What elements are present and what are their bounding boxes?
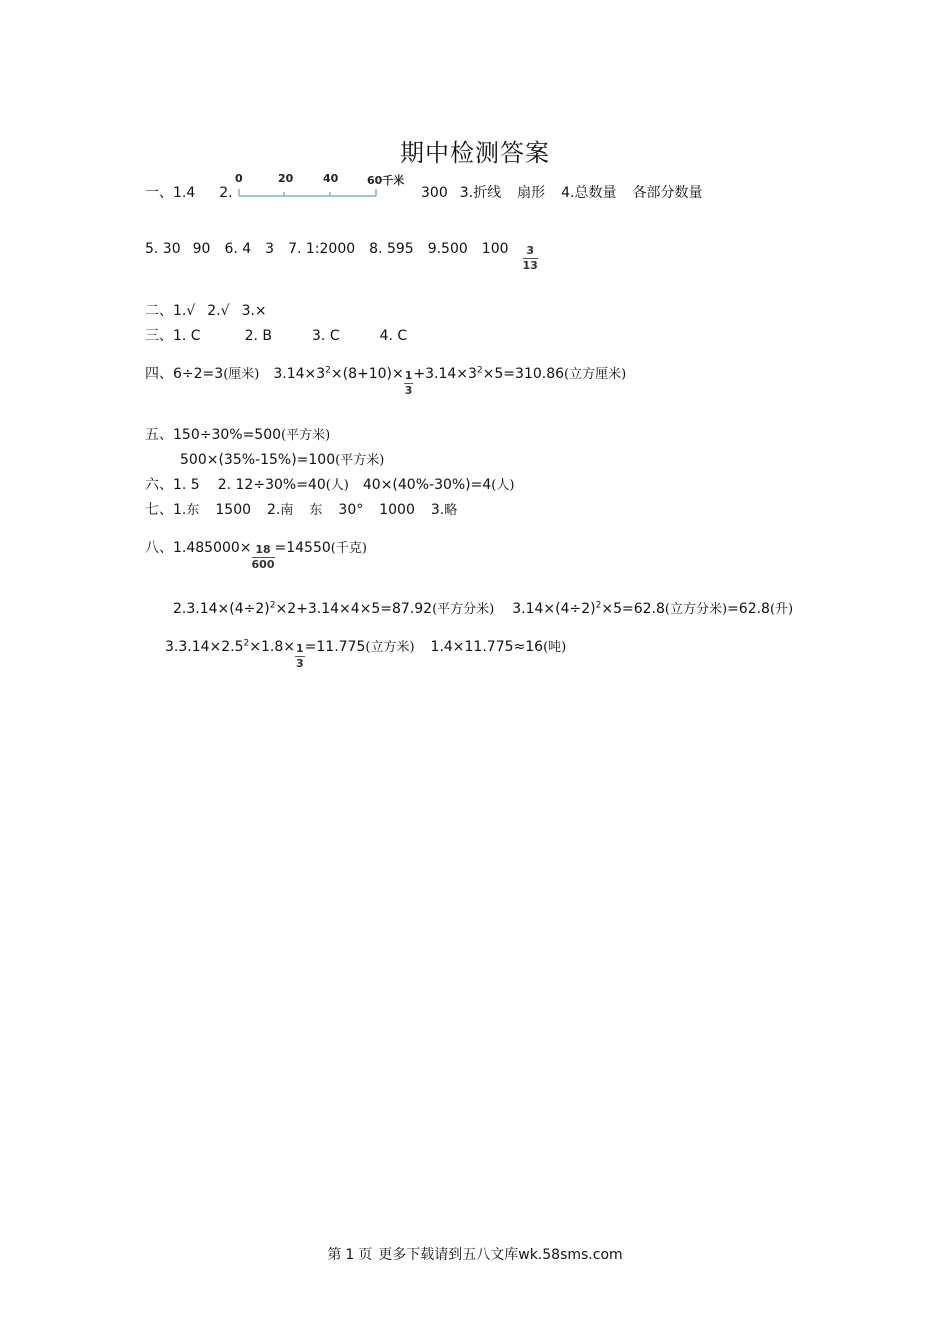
- answer-7-1b: 1500: [215, 502, 252, 518]
- scale-label-60: 60千米: [367, 174, 405, 187]
- answer-3-2: 2. B: [244, 328, 273, 344]
- answer-1-4b: 各部分数量: [632, 185, 703, 201]
- answer-8-3b: ×1.8×: [249, 639, 295, 655]
- answer-8-2c: 3.14×(4÷2): [512, 601, 596, 617]
- answer-1-2-label: 2.: [219, 185, 233, 201]
- fraction-numerator: 18: [255, 543, 271, 556]
- fraction-numerator: 1: [404, 369, 413, 382]
- unit-person: (人): [325, 478, 349, 493]
- answer-1-3b: 扇形: [517, 185, 546, 201]
- answer-8-2a: 2.3.14×(4÷2): [173, 601, 270, 617]
- answer-3-3: 3. C: [312, 328, 340, 344]
- answer-1-2-value: 300: [421, 185, 448, 201]
- answer-1-6: 6. 4: [224, 241, 252, 257]
- answer-1-5b: 90: [192, 241, 211, 257]
- answer-7-1-dir: 东: [186, 503, 200, 518]
- fraction-denominator: 3: [404, 384, 413, 397]
- answer-4-a: 四、6÷2=3: [145, 366, 224, 382]
- answer-1-9b: 100: [481, 241, 509, 257]
- fraction-denominator: 3: [296, 657, 304, 670]
- answer-7-2-dir: 南: [280, 503, 294, 518]
- answer-6-3: 40×(40%-30%)=4: [362, 477, 492, 493]
- section-8-line-3: [165, 637, 567, 670]
- superscript-2: 2: [243, 638, 250, 649]
- section-8-line-2: [173, 599, 793, 620]
- answer-6-1: 六、1. 5: [145, 477, 200, 493]
- answer-2-2: 2.√: [207, 303, 230, 319]
- answer-8-2b: ×2+3.14×4×5=87.92: [275, 601, 433, 617]
- answer-8-2d: ×5=62.8: [601, 601, 665, 617]
- answer-1-1: 一、1.4: [145, 185, 196, 201]
- section-1-line-2: [145, 239, 538, 272]
- answer-1-3: 3.折线: [459, 185, 502, 201]
- answer-7-3-text: 略: [444, 503, 458, 518]
- scale-label-40: 40: [323, 172, 339, 185]
- unit-kg: (千克): [330, 541, 367, 556]
- fraction-1-3: [295, 643, 305, 670]
- answer-1-6b: 3: [265, 241, 275, 257]
- answer-2-1: 二、1.√: [145, 303, 196, 319]
- answer-1-5: 5. 30: [145, 241, 181, 257]
- answer-6-2: 2. 12÷30%=40: [217, 477, 326, 493]
- unit-cubic-cm: (立方厘米): [564, 367, 627, 382]
- scale-label-20: 20: [278, 172, 294, 185]
- scale-line: [236, 172, 381, 200]
- answer-8-3d: 1.4×11.775≈16: [430, 639, 544, 655]
- answer-8-3c: =11.775: [304, 639, 366, 655]
- unit-sq-dm: (平方分米): [432, 602, 495, 617]
- answer-7-2: 2.: [267, 502, 281, 518]
- answer-8-1b: =14550: [274, 540, 331, 556]
- answer-7-1: 七、1.: [145, 502, 187, 518]
- footer-page-number: 1: [345, 1247, 355, 1263]
- fraction-denominator: 13: [522, 259, 538, 272]
- fraction-18-600: [252, 544, 275, 571]
- answer-1-7: 7. 1:2000: [288, 241, 356, 257]
- section-2-line: [145, 301, 267, 321]
- unit-sq-m: (平方米): [335, 453, 385, 468]
- superscript-2: 2: [595, 600, 602, 611]
- answer-4-b: 3.14×3: [273, 366, 326, 382]
- unit-cubic-m: (立方米): [365, 640, 415, 655]
- unit-liter: (升): [769, 602, 794, 617]
- unit-ton: (吨): [543, 640, 567, 655]
- fraction-denominator: 600: [251, 558, 275, 571]
- page-title: 期中检测答案: [400, 139, 550, 167]
- answer-8-2e: =62.8: [727, 601, 770, 617]
- answer-3-1: 三、1. C: [145, 328, 201, 344]
- fraction-numerator: 1: [296, 642, 304, 655]
- distance-scale-bar: [235, 172, 405, 200]
- footer-page-prefix: 第: [327, 1247, 342, 1263]
- answer-3-4: 4. C: [379, 328, 408, 344]
- scale-label-0: 0: [235, 172, 243, 185]
- footer-text: 更多下载请到五八文库: [378, 1247, 519, 1263]
- footer-url[interactable]: wk.58sms.com: [518, 1247, 623, 1263]
- answer-1-4: 4.总数量: [561, 185, 617, 201]
- unit-sq-m: (平方米): [281, 428, 331, 443]
- answer-1-9: 9.500: [427, 241, 468, 257]
- answer-5-b: 500×(35%-15%)=100: [180, 452, 336, 468]
- unit-cubic-dm: (立方分米): [664, 602, 728, 617]
- section-1-line: [145, 183, 233, 203]
- section-5-line-1: [145, 425, 330, 446]
- answer-4-e: ×5=310.86: [482, 366, 565, 382]
- section-7-line: [145, 500, 457, 521]
- section-4-line: [145, 364, 627, 397]
- answer-4-d: +3.14×3: [413, 366, 477, 382]
- answer-1-8: 8. 595: [369, 241, 414, 257]
- answer-8-3a: 3.3.14×2.5: [165, 639, 244, 655]
- answer-7-3: 3.: [430, 502, 445, 518]
- fraction-numerator: 3: [526, 244, 534, 257]
- answer-7-2-dist: 1000: [379, 502, 415, 518]
- superscript-2: 2: [476, 365, 483, 376]
- superscript-2: 2: [325, 365, 331, 376]
- answer-2-3: 3.×: [241, 303, 267, 319]
- answer-7-2-dir2: 东: [309, 503, 323, 518]
- answer-4-c: ×(8+10)×: [330, 366, 404, 382]
- section-5-line-2: [180, 450, 384, 471]
- section-1-line-rest: [421, 183, 702, 203]
- unit-cm: (厘米): [223, 367, 260, 382]
- answer-7-2-angle: 30°: [338, 502, 364, 518]
- page-footer: [0, 1244, 950, 1264]
- answer-8-1a: 八、1.485000×: [145, 540, 252, 556]
- footer-page-suffix: 页: [358, 1247, 373, 1263]
- section-3-line: [145, 326, 407, 346]
- unit-person: (人): [491, 478, 515, 493]
- section-8-line-1: [145, 538, 367, 571]
- superscript-2: 2: [269, 600, 276, 611]
- section-6-line: [145, 475, 514, 496]
- fraction-3-13: [523, 245, 538, 272]
- fraction-1-3: [404, 370, 414, 397]
- answer-5-a: 五、150÷30%=500: [145, 427, 282, 443]
